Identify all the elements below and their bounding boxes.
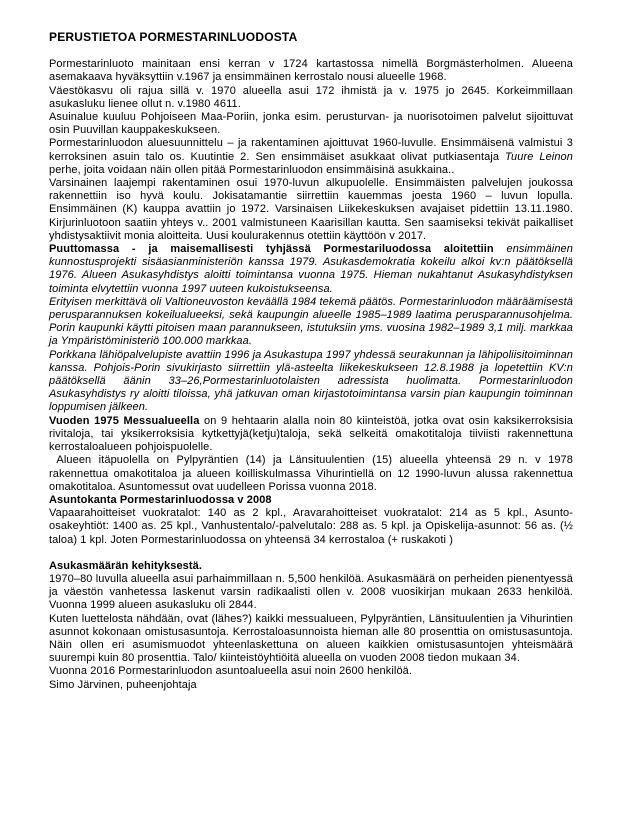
paragraph-council-decision xyxy=(49,296,573,349)
text-run: 1970–80 luvulla alueella asui parhaimmillaan n. 5,500 henkilöä. Asukasmäärä on perheiden pienentyessä ja väestön vanhetessa laskenut varsin radikaalisti ollen v. 2008 vuosikirjan mukaan 2633 henkilöä. Vuonna 1999 alueen asukasluku oli 2844. xyxy=(49,572,573,612)
text-run: on 9 hehtaarin alalla noin 80 kiinteistöä, jotka ovat osin kaksikerroksisia rivitaloja, tai yksikerroksisia kytkettyjä(ketju)taloja, sekä selkeitä omakotitaloja tiiviisti rakennettuna kerrostaloalueen pohjoispuolelle. xyxy=(49,414,573,454)
text-run: Väestökasvu oli rajua sillä v. 1970 alueella asui 172 ihmistä ja v. 1975 jo 2645. Korkeimmillaan asukasluku lienee ollut n. v.1980 4611. xyxy=(49,84,573,110)
text-run: Kuten luettelosta nähdään, ovat (lähes?) kaikki messualueen, Pylpyräntien, Länsituulentien ja Vihurintien asunnot kokonaan omistusasuntoja. Kerrostaloasunnoista hieman alle 80 prosenttia on omistusasuntoja. Näin ollen eri asumismuodot yhteenlaskettuna on alueen kaikkien omistusasuntojen yhteismäärä suurempi kuin 80 prosenttia. Talo/ kiinteistöyhtiöitä alueella on vuoden 2008 tiedon mukaan 34. xyxy=(49,612,573,665)
paragraph-population-development xyxy=(49,573,573,613)
text-run: perhe, joita voidaan näin ollen pitää Pormestarinluodon ensimmäisinä asukkaina.. xyxy=(49,163,455,176)
paragraph-construction xyxy=(49,177,573,243)
signature-line xyxy=(49,679,573,692)
text-run: Erityisen merkittävä oli Valtioneuvoston keväällä 1984 tekemä päätös. Pormestarinluodon määräämisestä perusparannuksen kokeilualueeksi, sekä kaupungin alueelle 1985–1989 laatima perusparannusohjelma. Porin kaupunki käytti pitoisen maan parannukseen, istutuksiin yms. vuosina 1982–1989 3,1 milj. markkaa ja Ympäristöministeriö 100.000 markkaa. xyxy=(49,295,573,348)
text-run: Vuonna 2016 Pormestarinluodon asuntoalueella asui noin 2600 henkilöä. xyxy=(49,665,413,678)
paragraph-east-side xyxy=(49,454,573,494)
paragraph-ownership xyxy=(49,613,573,666)
heading-housing-stock xyxy=(49,494,573,507)
text-run: Vuoden 1975 Messualueella xyxy=(49,414,200,427)
text-run: Pormestarinluoto mainitaan ensi kerran v 1724 kartastossa nimellä Borgmästerholmen. Alueena asemakaava hyväksyttiin v.1967 ja ensimmäinen kerrostalo nousi alueelle 1968. xyxy=(49,58,573,84)
paragraph-intro xyxy=(49,58,573,84)
paragraph-fair-area xyxy=(49,415,573,455)
text-run: Simo Järvinen, puheenjohtaja xyxy=(49,678,197,691)
text-run: Puuttomassa - ja maisemallisesti tyhjässä Pormestariluodossa aloitettiin xyxy=(49,243,494,256)
text-run: Asukasmäärän kehityksestä. xyxy=(49,559,203,572)
heading-population-development xyxy=(49,560,573,573)
document-title: PERUSTIETOA PORMESTARINLUODOSTA xyxy=(49,30,298,44)
paragraph-renovation-project xyxy=(49,243,573,296)
paragraph-population-2016 xyxy=(49,665,573,678)
paragraph-planning xyxy=(49,137,573,177)
text-run: Alueen itäpuolella on Pylpyräntien (14) ja Länsituulentien (15) alueella yhteensä 29 n. v 1978 rakennettua omakotitaloa ja alueen koilliskulmassa Vihurintiellä on 12 1990-luvun alussa rakennettua omakotitaloa. Asuntomessut ovat uudelleen Porissa vuonna 2018. xyxy=(49,454,573,493)
paragraph-housing-stock xyxy=(49,507,573,547)
paragraph-services xyxy=(49,349,573,415)
text-run: Asuntokanta Pormestarinluodossa v 2008 xyxy=(49,493,272,506)
text-run: ensimmäinen kunnostusprojekti sisäasianministeriön kanssa 1979. Asukasdemokratia kokeilu alkoi kv:n päätöksellä 1976. Alueen Asukasyhdistys aloitti toimintansa vuonna 1975. Hieman nukahtanut Asukasyhdistyksen toiminta elvytettiin vuonna 1997 uuteen kukoistukseensa. xyxy=(49,243,573,295)
text-run: Vapaarahoitteiset vuokratalot: 140 as 2 kpl., Aravarahoitteiset vuokratalot: 214 as 5 kpl., Asunto-osakeyhtiöt: 1400 as. 25 kpl., Vanhustentalo/-palvelutalo: 288 as. 5 kpl. ja Opiskelija-asunnot: 56 as. (½ taloa) 1 kpl. Joten Pormestarinluodossa on yhteensä 34 kerrostaloa (+ ruskakoti ) xyxy=(49,507,573,546)
paragraph-population-growth xyxy=(49,85,573,111)
text-run: Tuure Leinon xyxy=(505,150,573,163)
document-page xyxy=(49,31,573,692)
text-run: Asuinalue kuuluu Pohjoiseen Maa-Poriin, jonka esim. perusturvan- ja nuorisotoimen palvelut sijoittuvat osin Puuvillan kauppakeskukseen. xyxy=(49,111,573,137)
text-run: Porkkana lähiöpalvelupiste avattiin 1996 ja Asukastupa 1997 yhdessä seurakunnan ja lähipoliisitoiminnan kanssa. Pohjois-Porin sivukirjasto siirrettiin ylä-asteelta liikekeskukseen 12.8.1988 ja lopetettiin KV:n päätöksellä äänin 33–26,Pormestarinluotolaisten adressista huolimatta. Pormestarinluodon Asukasyhdistys ry aloitti tiloissa, yhä jatkuvan oman kirjastotoimintansa varsin pian kaupungin toiminnan loppumisen jälkeen. xyxy=(49,348,573,414)
text-run: Pormestarinluodon aluesuunnittelu – ja rakentaminen ajoittuvat 1960-luvulle. Ensimmäisenä valmistui 3 kerroksinen asuin talo os. Kuutintie 2. Sen ensimmäiset asukkaat olivat putkiasentaja xyxy=(49,137,573,163)
text-run: Varsinainen laajempi rakentaminen osui 1970-luvun alkupuolelle. Ensimmäisten palvelujen joukossa rakennettiin iso hyvä koulu. Jokisatamantie siirrettiin kauemmas joesta 1960 – luvun lopulla. Ensimmäinen (K) kauppa avattiin jo 1972. Varsinaisen Liikekeskuksen avajaiset pidettiin 13.11.1980. Kirjurinluotoon saatiin yhteys v.. 2001 valmistuneen Kaarisillan kautta. Sen saamiseksi tekivät paikalliset yhdistysaktiivit monia aloitteita. Uusi koulurakennus otettiin käyttöön v 2017. xyxy=(49,177,573,242)
paragraph-district xyxy=(49,111,573,137)
